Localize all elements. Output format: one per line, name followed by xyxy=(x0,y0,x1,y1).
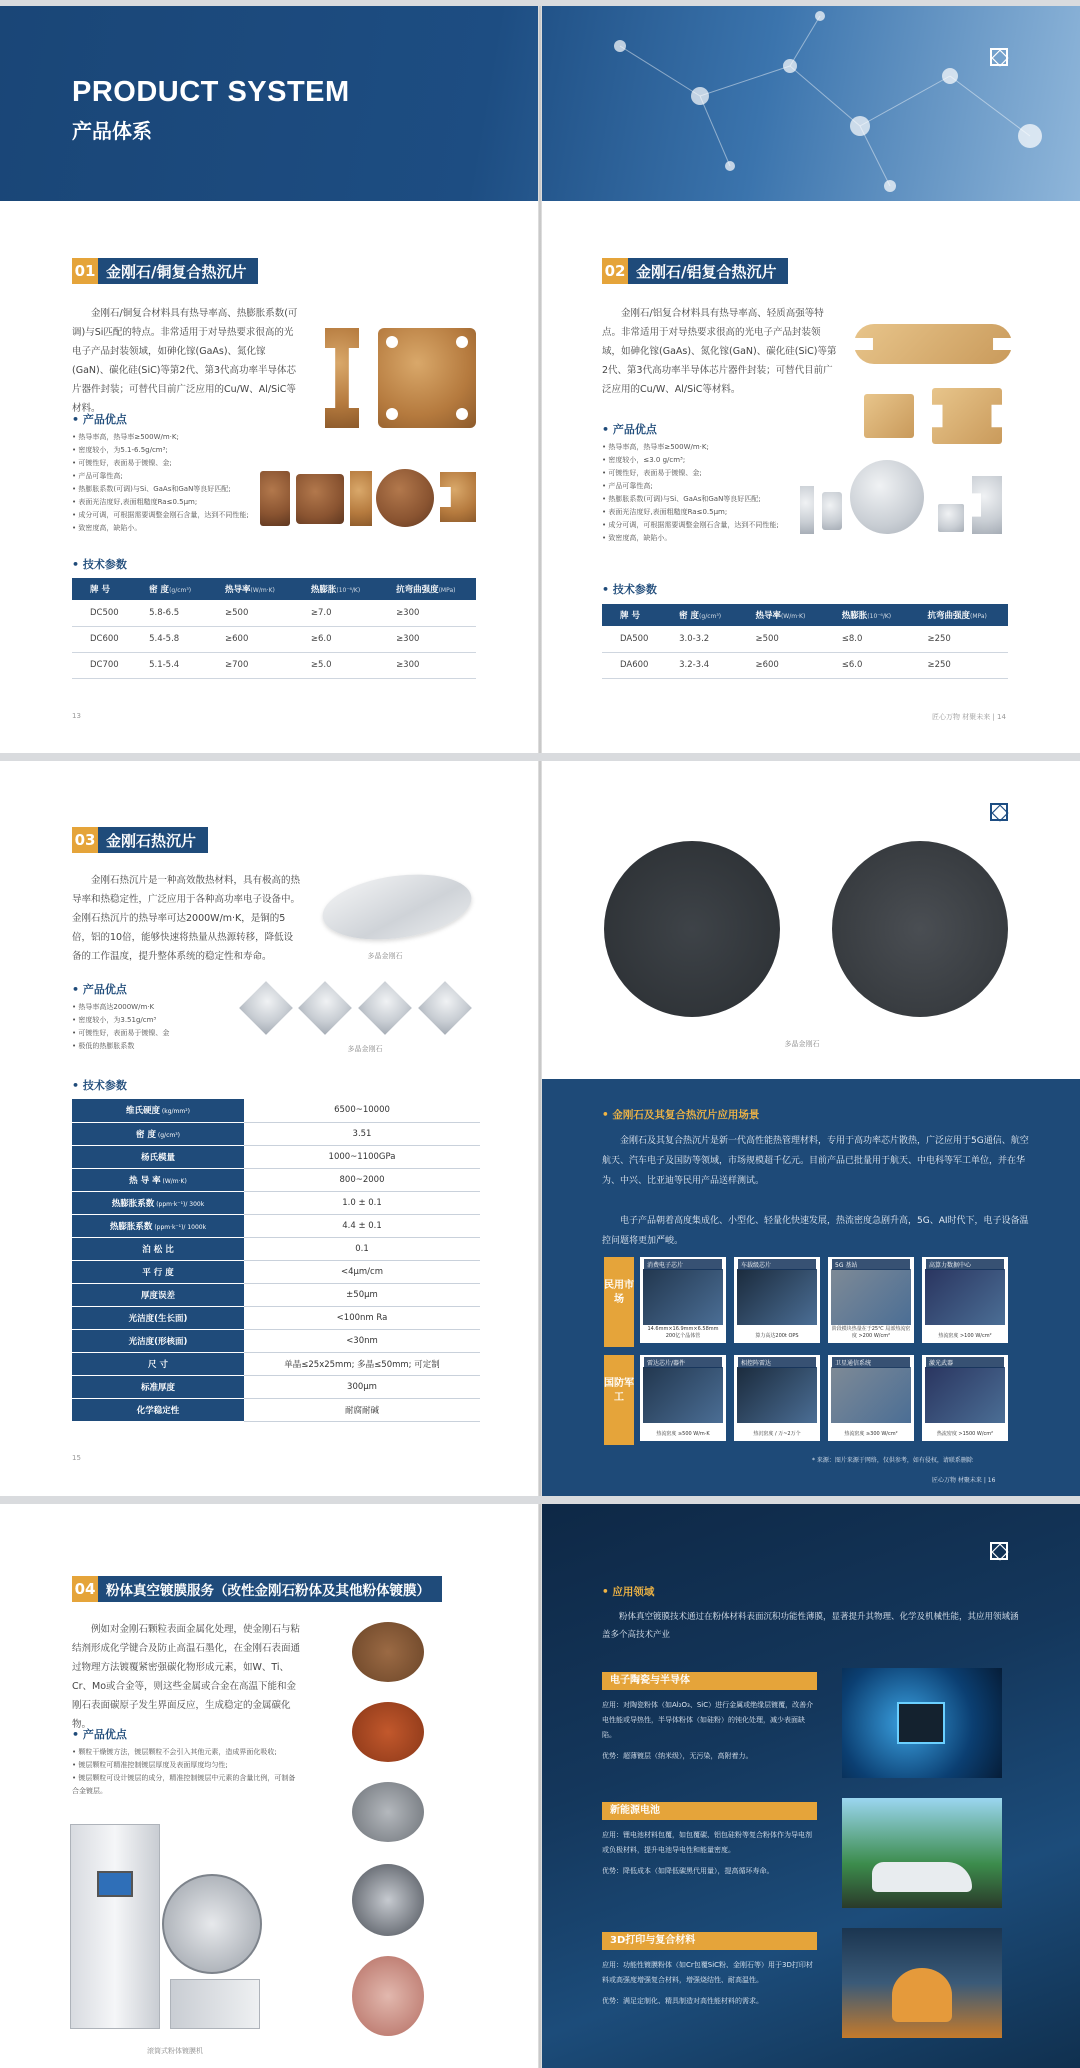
heatsink-disc xyxy=(376,469,434,527)
disc-caption: 多晶金刚石 xyxy=(784,1040,820,1048)
advantage-item: • 镀层颗粒可设计镀层的成分，精准控制镀层中元素的含量比例，可制备合金镀层。 xyxy=(72,1772,302,1798)
spec-key: 光洁度(生长面) xyxy=(72,1306,244,1329)
spec-key: 平 行 度 xyxy=(72,1260,244,1283)
table-cell: ≥500 xyxy=(737,626,823,652)
spec-key: 光洁度(形核面) xyxy=(72,1329,244,1352)
table-row xyxy=(72,1306,480,1329)
table-row xyxy=(72,626,476,652)
application-scenarios xyxy=(542,1079,1080,1496)
advantages-list xyxy=(72,1746,302,1798)
heatsink-strip xyxy=(854,324,1012,364)
table-row xyxy=(72,1191,480,1214)
ev-image xyxy=(842,1798,1002,1908)
table-cell: 3.2-3.4 xyxy=(661,652,737,678)
powder-copper xyxy=(352,1702,424,1762)
diamond-chip-1 xyxy=(239,981,293,1035)
coating-machine xyxy=(70,1814,270,2036)
heatsink-round xyxy=(850,460,924,534)
page-15 xyxy=(0,761,538,1496)
brand-logo-icon xyxy=(990,803,1008,821)
wafer-caption: 多晶金刚石 xyxy=(367,952,403,960)
application-tile xyxy=(922,1355,1008,1441)
diamond-chip-2 xyxy=(298,981,352,1035)
block-text-electronics: 应用：对陶瓷粉体（如Al₂O₃、SiC）进行金属或绝缘层镀覆，改善介电性能或导热性，半导体粉体（如硅粉）的钝化处理，减少表面缺陷。 优势：超薄镀层（纳米级），无污染，高附着力。 xyxy=(602,1701,814,1760)
heatsink-frame xyxy=(932,388,1002,444)
advantages-list xyxy=(72,1001,242,1053)
heatsink-square xyxy=(864,394,914,438)
spec-value: 3.51 xyxy=(244,1122,480,1145)
section-paragraph: 金刚石热沉片是一种高效散热材料，具有极高的热导率和热稳定性，广泛应用于各种高功率电子设备中。金刚石热沉片的热导率可达2000W/m·K，是铜的5倍，铝的10倍，能够快速将热量从热源转移，降低设备的工作温度，提升整体系统的稳定性和寿命。 xyxy=(72,875,301,962)
application-tile xyxy=(828,1355,914,1441)
spec-value: <4μm/cm xyxy=(244,1260,480,1283)
table-cell: ≥7.0 xyxy=(293,600,378,626)
source-note: * 来源：图片来源于网络，仅供参考，如有侵权，请联系删除 xyxy=(812,1457,973,1464)
table-cell: DA500 xyxy=(602,626,661,652)
footer-slogan: 匠心万物 材聚未来 xyxy=(932,1477,982,1484)
section-number: 04 xyxy=(72,1576,98,1602)
section-paragraph: 例如对金刚石颗粒表面金属化处理，使金刚石与粘结剂形成化学键合及防止高温石墨化，在金刚石表面通过物理方法镀覆紧密强碳化物形成元素，如W、Ti、Cr、Mo或合金等，则这些金属或合金在高温下能和金刚石表面碳原子发生界面反应，生成稳定的金属碳化物。 xyxy=(72,1624,301,1730)
page-number: 16 xyxy=(987,1477,996,1484)
page-footer: 匠心万物 材聚未来 | 16 xyxy=(932,1477,996,1484)
section-paragraph: 金刚石/铜复合材料具有热导率高、热膨胀系数(可调)与Si匹配的特点。非常适用于对导热要求很高的光电子产品封装领域，如砷化镓(GaAs)、氮化镓(GaN)、碳化硅(SiC)等第2代、第3代高功率半导体芯片器件封装；可替代目前广泛应用的Cu/W、Al/SiC等材料。 xyxy=(72,308,298,414)
table-cell: ≥600 xyxy=(737,652,823,678)
spec-heading: • 技术参数 xyxy=(72,1077,127,1093)
table-row xyxy=(72,1260,480,1283)
table-row xyxy=(72,1329,480,1352)
advantage-item: • 成分可调，可根据需要调整金刚石含量，达到不同性能; xyxy=(72,509,252,522)
advantage-item: • 热膨胀系数(可调)与Si、GaAs和GaN等良好匹配; xyxy=(602,493,792,506)
table-cell: 5.8-6.5 xyxy=(131,600,207,626)
advantages-list xyxy=(72,431,252,535)
table-row xyxy=(72,600,476,626)
spec-value: 300μm xyxy=(244,1375,480,1398)
page-footer: 匠心万物 材聚未来 | 14 xyxy=(932,713,1006,721)
tile-image xyxy=(831,1367,911,1423)
block-title-3dprint: 3D打印与复合材料 xyxy=(602,1932,817,1950)
tile-image xyxy=(737,1269,817,1325)
page-14 xyxy=(542,6,1080,753)
section-number: 03 xyxy=(72,827,98,853)
advantage-item: • 可镀性好，表面易于镀镍、金 xyxy=(72,1027,242,1040)
table-cell: ≥600 xyxy=(207,626,293,652)
advantage-item: • 热导率高，热导率≥500W/m·K; xyxy=(72,431,252,444)
control-screen-icon xyxy=(97,1871,133,1897)
spec-heading: • 技术参数 xyxy=(602,581,657,597)
spec-key: 热 导 率 (W/m·K) xyxy=(72,1168,244,1191)
heatsink-block xyxy=(822,492,842,530)
table-row xyxy=(72,1352,480,1375)
application-tile xyxy=(640,1257,726,1343)
spec-key: 厚度误差 xyxy=(72,1283,244,1306)
heatsink-bar xyxy=(350,471,372,526)
section-title: 金刚石热沉片 xyxy=(106,831,197,850)
table-header-cell: 牌 号 xyxy=(72,578,131,600)
tile-title: 卫星通信系统 xyxy=(832,1357,910,1368)
tile-image xyxy=(643,1367,723,1423)
page-number: 15 xyxy=(72,1454,81,1462)
spec-value: <30nm xyxy=(244,1329,480,1352)
tile-caption: 热流密度 >100 W/cm² xyxy=(938,1333,992,1339)
table-row xyxy=(72,1375,480,1398)
defense-label: 国防军工 xyxy=(604,1355,634,1445)
spec-value: <100nm Ra xyxy=(244,1306,480,1329)
advantage-item: • 可镀性好，表面易于镀镍、金; xyxy=(602,467,792,480)
table-header-cell: 抗弯曲强度(MPa) xyxy=(909,604,1008,626)
heatsink-bracket xyxy=(440,472,476,522)
table-cell: ≥6.0 xyxy=(293,626,378,652)
advantage-item: • 颗粒干燥镀方法，镀层颗粒不会引入其他元素，造成界面化吸收; xyxy=(72,1746,302,1759)
spec-key: 热膨胀系数 (ppm·k⁻¹)/ 1000k xyxy=(72,1214,244,1237)
block-text-battery: 应用：锂电池材料包覆，如包覆碳、铝包硅粉等复合粉体作为导电剂或负极材料，提升电池导电性和能量密度。 优势：降低成本（如降低碳黑代用量），提高循环寿命。 xyxy=(602,1831,812,1875)
application-heading: • 应用领域 xyxy=(602,1586,655,1598)
title-en: PRODUCT SYSTEM xyxy=(72,76,350,108)
advantages-heading: • 产品优点 xyxy=(602,421,657,437)
table-header-row xyxy=(602,604,1008,626)
application-tile xyxy=(640,1355,726,1441)
diamond-disc-grey xyxy=(832,841,1008,1017)
apps-paragraph-1: 金刚石及其复合热沉片是新一代高性能热管理材料，专用于高功率芯片散热，广泛应用于5G通信、航空航天、汽车电子及国防等领域，市场规模超千亿元。目前产品已批量用于航天、中电科等军工单位，并在华为、中兴、比亚迪等民用产品送样测试。 xyxy=(602,1136,1029,1186)
advantage-item: • 热导率高，热导率≥500W/m·K; xyxy=(602,441,792,454)
spread-section-04 xyxy=(0,1504,1080,2068)
table-cell: ≥500 xyxy=(207,600,293,626)
advantage-item: • 密度较小，为5.1-6.5g/cm³; xyxy=(72,444,252,457)
page-13 xyxy=(0,6,538,753)
advantage-item: • 可镀性好，表面易于镀镍、金; xyxy=(72,457,252,470)
spec-value: 单晶≤25x25mm; 多晶≤50mm; 可定制 xyxy=(244,1352,480,1375)
advantage-item: • 成分可调，可根据需要调整金刚石含量，达到不同性能; xyxy=(602,519,792,532)
table-header-cell: 热膨胀(10⁻⁶/K) xyxy=(293,578,378,600)
tile-caption: 热流密度 ≥300 W/cm² xyxy=(844,1431,898,1437)
spec-table xyxy=(72,578,476,679)
table-header-cell: 热导率(W/m·K) xyxy=(207,578,293,600)
spec-key: 密 度 (g/cm³) xyxy=(72,1122,244,1145)
advantages-heading: • 产品优点 xyxy=(72,411,127,427)
diamond-chip-3 xyxy=(358,981,412,1035)
advantage-item: • 密度较小，为3.51g/cm³ xyxy=(72,1014,242,1027)
section-title: 粉体真空镀膜服务（改性金刚石粉体及其他粉体镀膜） xyxy=(106,1583,430,1599)
spec-value: 6500~10000 xyxy=(244,1099,480,1122)
table-cell: DC700 xyxy=(72,652,131,678)
tile-image xyxy=(925,1367,1005,1423)
tile-caption: 热流密度 >1500 W/cm² xyxy=(936,1431,994,1437)
tile-caption: 热流密度 ≥500 W/m·K xyxy=(656,1431,710,1437)
3dprint-image xyxy=(842,1928,1002,2038)
page-16 xyxy=(542,761,1080,1496)
application-intro: 粉体真空镀膜技术通过在粉体材料表面沉积功能性薄膜，显著提升其物理、化学及机械性能，其应用领域涵盖多个高技术产业 xyxy=(602,1612,1019,1640)
table-header-cell: 热膨胀(10⁻⁶/K) xyxy=(824,604,910,626)
machine-base xyxy=(170,1979,260,2029)
spec-value: 800~2000 xyxy=(244,1168,480,1191)
apps-paragraph-2: 电子产品朝着高度集成化、小型化、轻量化快速发展，热流密度急剧升高，5G、AI时代下，电子设备温控问题将更加严峻。 xyxy=(602,1216,1029,1246)
table-cell: 5.4-5.8 xyxy=(131,626,207,652)
tile-image xyxy=(643,1269,723,1325)
block-text-3dprint: 应用：功能性镀膜粉体（如Cr包覆SiC粉、金刚石等）用于3D打印材料或高强度增强复合材料，增强烧结性、耐高温性。 优势：满足定制化、精具制造对高性能材料的需求。 xyxy=(602,1961,813,2005)
spec-heading: • 技术参数 xyxy=(72,556,127,572)
advantage-item: • 致密度高，缺陷小。 xyxy=(602,532,792,545)
table-cell: ≥250 xyxy=(909,652,1008,678)
table-cell: ≥700 xyxy=(207,652,293,678)
tile-caption: 算力高达200t OPS xyxy=(755,1333,799,1339)
table-row xyxy=(72,1237,480,1260)
table-cell: ≥300 xyxy=(378,626,476,652)
page-number: 14 xyxy=(997,713,1006,721)
spec-value: 1.0 ± 0.1 xyxy=(244,1191,480,1214)
powder-pink xyxy=(352,1956,424,2036)
spec-key: 杨氏模量 xyxy=(72,1145,244,1168)
table-cell: ≤8.0 xyxy=(824,626,910,652)
table-cell: ≥300 xyxy=(378,600,476,626)
advantages-list xyxy=(602,441,792,545)
advantage-item: • 表面光洁度好,表面粗糙度Ra≤0.5μm; xyxy=(72,496,252,509)
heatsink-h-shape xyxy=(325,328,359,428)
table-header-row xyxy=(72,578,476,600)
brand-logo-icon xyxy=(990,1542,1008,1560)
title-cn: 产品体系 xyxy=(72,119,152,143)
application-tile xyxy=(922,1257,1008,1343)
advantages-heading: • 产品优点 xyxy=(72,981,127,997)
advantage-item: • 极低的热膨胀系数 xyxy=(72,1040,242,1053)
polycrystal-wafer xyxy=(318,866,475,948)
table-cell: ≥250 xyxy=(909,626,1008,652)
advantage-item: • 产品可靠性高; xyxy=(72,470,252,483)
tile-title: 高算力数据中心 xyxy=(926,1259,1004,1270)
spec-table xyxy=(72,1099,480,1422)
table-row xyxy=(72,1099,480,1122)
spec-value: ±50μm xyxy=(244,1283,480,1306)
chips-caption: 多晶金刚石 xyxy=(347,1045,383,1053)
machine-caption: 滚筒式粉体镀膜机 xyxy=(147,2047,203,2055)
table-header-cell: 热导率(W/m·K) xyxy=(737,604,823,626)
machine-cabinet xyxy=(70,1824,160,2029)
tile-title: 车载级芯片 xyxy=(738,1259,816,1270)
powder-bronze xyxy=(352,1622,424,1682)
tile-caption: 14.6mm×16.9mm×6.58mm 200亿个晶体管 xyxy=(647,1326,719,1339)
heatsink-square-plate xyxy=(378,328,476,428)
section-heading-04 xyxy=(72,1576,442,1602)
apps-title: • 金刚石及其复合热沉片应用场景 xyxy=(602,1109,760,1121)
heatsink-square-chip xyxy=(296,474,344,524)
spread-pages-13-14 xyxy=(0,6,1080,753)
advantage-item: • 致密度高，缺陷小。 xyxy=(72,522,252,535)
spec-key: 泊 松 比 xyxy=(72,1237,244,1260)
spec-value: 1000~1100GPa xyxy=(244,1145,480,1168)
table-header-cell: 密 度(g/cm³) xyxy=(661,604,737,626)
tile-caption: 热沉密度 / 万~2万个 xyxy=(753,1431,801,1437)
advantage-item: • 热膨胀系数(可调)与Si、GaAs和GaN等良好匹配; xyxy=(72,483,252,496)
table-cell: DC500 xyxy=(72,600,131,626)
table-row xyxy=(602,626,1008,652)
diamond-disc-dark xyxy=(604,841,780,1017)
table-row xyxy=(602,652,1008,678)
powder-grey xyxy=(352,1864,424,1936)
table-header-cell: 抗弯曲强度(MPa) xyxy=(378,578,476,600)
table-cell: 3.0-3.2 xyxy=(661,626,737,652)
section-paragraph: 金刚石/铝复合材料具有热导率高、轻质高强等特点。非常适用于对导热要求很高的光电子产品封装领域，如砷化镓(GaAs)、氮化镓(GaN)、碳化硅(SiC)等第2代、第3代高功率半导体芯片器件封装；可替代目前广泛应用的Cu/W、Al/SiC等材料。 xyxy=(602,308,837,395)
page-number: 13 xyxy=(72,712,81,720)
spec-key: 热膨胀系数 (ppm·k⁻¹)/ 300k xyxy=(72,1191,244,1214)
advantage-item: • 产品可靠性高; xyxy=(602,480,792,493)
application-tile xyxy=(734,1257,820,1343)
advantage-item: • 密度较小，≤3.0 g/cm³; xyxy=(602,454,792,467)
diamond-chip-4 xyxy=(418,981,472,1035)
table-header-cell: 牌 号 xyxy=(602,604,661,626)
table-row xyxy=(72,1398,480,1421)
spec-key: 维氏硬度 (kg/mm²) xyxy=(72,1099,244,1122)
tile-title: 5G 基站 xyxy=(832,1259,910,1270)
block-title-electronics: 电子陶瓷与半导体 xyxy=(602,1672,817,1690)
table-row xyxy=(72,1145,480,1168)
spec-key: 标准厚度 xyxy=(72,1375,244,1398)
car-icon xyxy=(872,1862,972,1892)
table-row xyxy=(72,1214,480,1237)
table-cell: DA600 xyxy=(602,652,661,678)
heatsink-cube xyxy=(938,504,964,532)
page-18-applications xyxy=(542,1504,1080,2068)
table-cell: 5.1-5.4 xyxy=(131,652,207,678)
heatsink-thin-bar xyxy=(800,486,814,534)
spec-table xyxy=(602,604,1008,679)
tile-caption: 阶段模块热量在于25℃ 局部热流密度 >200 W/cm² xyxy=(831,1326,911,1339)
table-row xyxy=(72,1168,480,1191)
tile-image xyxy=(831,1269,911,1325)
advantages-heading: • 产品优点 xyxy=(72,1726,127,1742)
section-number: 01 xyxy=(72,258,98,284)
advantage-item: • 热导率高达2000W/m·K xyxy=(72,1001,242,1014)
tile-image xyxy=(925,1269,1005,1325)
section-title: 金刚石/铝复合热沉片 xyxy=(636,262,777,281)
advantage-item: • 表面光洁度好,表面粗糙度Ra≤0.5μm; xyxy=(602,506,792,519)
chip-icon xyxy=(897,1702,945,1744)
table-row xyxy=(72,652,476,678)
page-17 xyxy=(0,1504,538,2068)
heatsink-small-block xyxy=(260,471,290,526)
chip-image xyxy=(842,1668,1002,1778)
tile-image xyxy=(737,1367,817,1423)
table-row xyxy=(72,1122,480,1145)
section-heading-02 xyxy=(602,258,788,284)
block-title-battery: 新能源电池 xyxy=(602,1802,817,1820)
tile-title: 激光武器 xyxy=(926,1357,1004,1368)
spec-value: 耐腐耐碱 xyxy=(244,1398,480,1421)
spec-key: 化学稳定性 xyxy=(72,1398,244,1421)
table-cell: ≥5.0 xyxy=(293,652,378,678)
application-tile xyxy=(828,1257,914,1343)
advantage-item: • 镀层颗粒可精准控制镀层厚度及表面厚度均匀性; xyxy=(72,1759,302,1772)
table-row xyxy=(72,1283,480,1306)
table-cell: ≥300 xyxy=(378,652,476,678)
spread-pages-15-16 xyxy=(0,761,1080,1496)
civil-market-label: 民用市场 xyxy=(604,1257,634,1347)
table-cell: ≤6.0 xyxy=(824,652,910,678)
section-title: 金刚石/铜复合热沉片 xyxy=(106,262,247,281)
table-cell: DC600 xyxy=(72,626,131,652)
spec-value: 4.4 ± 0.1 xyxy=(244,1214,480,1237)
application-tile xyxy=(734,1355,820,1441)
footer-slogan: 匠心万物 材聚未来 xyxy=(932,713,991,721)
printed-part-icon xyxy=(892,1968,952,2022)
section-heading-03 xyxy=(72,827,208,853)
table-header-cell: 密 度(g/cm³) xyxy=(131,578,207,600)
spec-value: 0.1 xyxy=(244,1237,480,1260)
section-heading-01 xyxy=(72,258,258,284)
spec-key: 尺 寸 xyxy=(72,1352,244,1375)
tile-title: 雷达芯片/器件 xyxy=(644,1357,722,1368)
section-number: 02 xyxy=(602,258,628,284)
powder-silver xyxy=(352,1782,424,1842)
machine-drum xyxy=(162,1874,262,1974)
tile-title: 消费电子芯片 xyxy=(644,1259,722,1270)
tile-title: 相控阵雷达 xyxy=(738,1357,816,1368)
heatsink-clip xyxy=(972,476,1002,534)
